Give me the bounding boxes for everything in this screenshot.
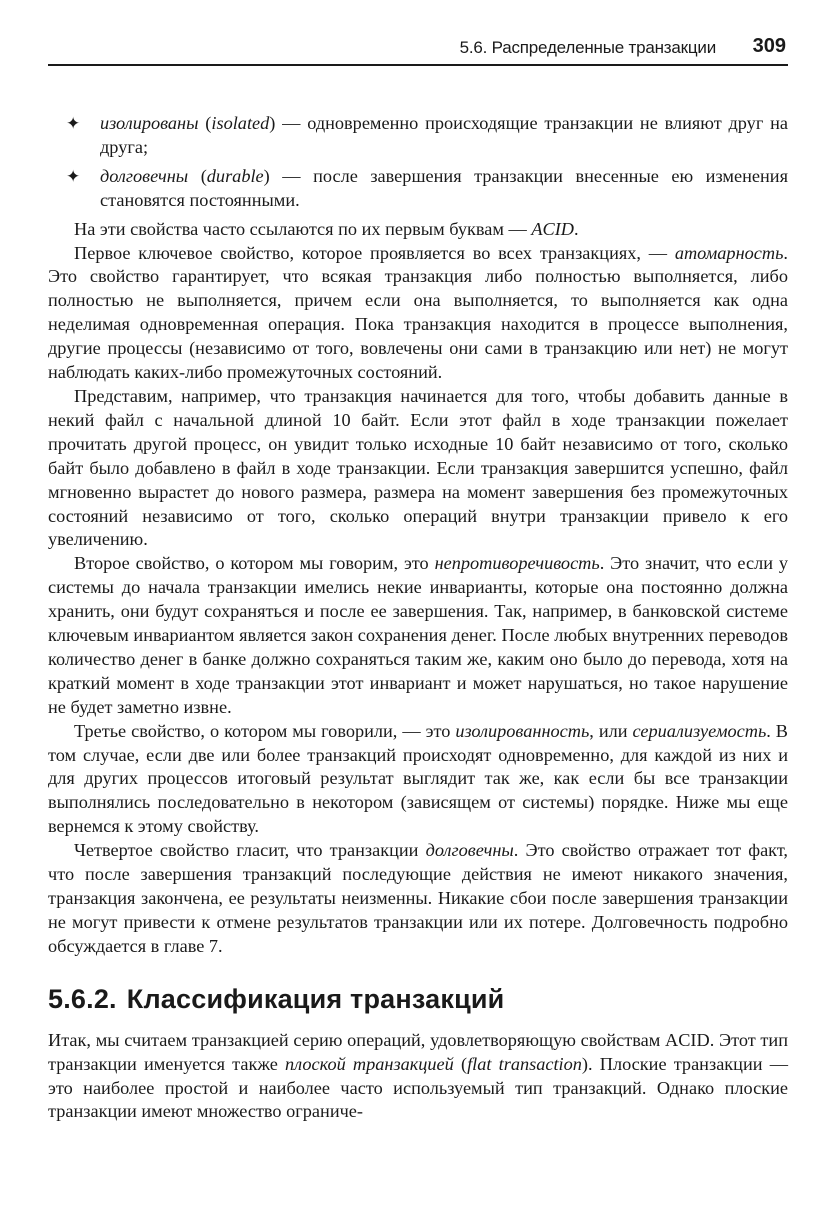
italic-english-term: flat transaction (467, 1053, 582, 1074)
paragraph-text: ). Плоские транзакции — это наиболее простой и наиболее часто используемый тип транзакций. Однако плоские транзакции имеют множество ограниче- (48, 1053, 788, 1122)
bullet-term: изолированы (100, 113, 199, 133)
bullet-term: долговечны (100, 165, 189, 186)
paragraph-text: , или (589, 720, 633, 741)
paragraph-text: Первое ключевое свойство, которое проявляется во всех транзакциях, — (74, 242, 675, 263)
four-point-star-icon: ✦ (66, 114, 81, 133)
paragraph-text: . (574, 218, 579, 239)
paragraph-durability (48, 839, 788, 959)
bullet-item: ✦ изолированы (isolated) — одновременно происходящие транзакции не влияют друг на друга; (66, 113, 788, 157)
paragraph-atomicity (48, 242, 788, 385)
paragraph-classification (48, 1029, 788, 1125)
section-number: 5.6.2. (48, 983, 117, 1014)
paragraph-acid (48, 218, 788, 242)
italic-term: изолированность (455, 720, 590, 741)
running-head (48, 34, 788, 66)
section-title: Классификация транзакций (126, 983, 505, 1014)
paragraph-consistency (48, 552, 788, 719)
paragraph-text: На эти свойства часто ссылаются по их первым буквам — (74, 218, 532, 239)
paragraph-text: Второе свойство, о котором мы говорим, это (74, 553, 435, 574)
italic-term: плоской транзакцией (285, 1053, 454, 1074)
paragraph-text: Третье свойство, о котором мы говорили, — это (74, 720, 456, 741)
paragraph-text: . Это свойство гарантирует, что всякая транзакция либо полностью выполняется, либо полностью не выполняется, причем если она выполняется, то выполняется как одна неделимая одновременная операция. Пока транзакция находится в процессе выполнения, другие процессы (независимо от того, вовлечены они сами в транзакцию или нет) не могут наблюдать каких-либо промежуточных состояний. (48, 242, 788, 383)
running-head-title: 5.6. Распределенные транзакции (459, 38, 716, 57)
page-number: 309 (752, 35, 786, 57)
bullet-text: — после завершения транзакции внесенные ею изменения становятся постоянными. (100, 165, 788, 210)
bullet-text: — одновременно происходящие транзакции не влияют друг на друга; (100, 113, 788, 157)
four-point-star-icon: ✦ (66, 166, 81, 186)
bullet-item: ✦ долговечны (durable) — после завершения транзакции внесенные ею изменения становятся постоянными. (66, 165, 788, 210)
italic-term: сериализуемость (632, 720, 767, 741)
section-heading (48, 983, 788, 1015)
paragraph-text: Четвертое свойство гласит, что транзакции (74, 840, 426, 861)
paragraph-text: . В том случае, если две или более транзакций происходят одновременно, для каждой из них и для других процессов итоговый результат выглядит так же, как если бы все транзакции выполнялись последовательно в некотором (зависящем от системы) порядке. Ниже мы еще вернемся к этому свойству. (48, 720, 789, 837)
italic-term: атомарность (674, 242, 784, 263)
paragraph-isolation (48, 720, 788, 840)
paragraph-text: Итак, мы считаем транзакцией серию операций, удовлетворяющую свойствам ACID. Этот тип транзакции именуется также (48, 1029, 788, 1074)
bullet-english-term: isolated (211, 113, 270, 133)
paragraph-text: . Это свойство отражает тот факт, что после завершения транзакций последующие действия не имеют никакого значения, транзакция закончена, ее результаты неизменны. Никакие сбои после завершения транзакции не могут привести к отмене результатов транзакции или их потере. Долговечность подробно обсуждается в главе 7. (48, 840, 789, 956)
paragraph-example: Представим, например, что транзакция начинается для того, чтобы добавить данные в некий файл с начальной длиной 10 байт. Если этот файл в ходе транзакции пожелает прочитать другой процесс, он увидит только исходные 10 байт независимо от того, сколько байт было добавлено в файл в ходе транзакции. Если транзакция завершится успешно, файл мгновенно вырастет до нового размера, размера на момент завершения без промежуточных состояний независимо от того, сколько операций внутри транзакции привело к его увеличению. (48, 385, 788, 550)
paragraph-text: . Это значит, что если у системы до начала транзакции имелись некие инварианты, которые она постоянно должна хранить, они будут сохраняться и после ее завершения. Так, например, в банковской системе ключевым инвариантом является закон сохранения денег. После любых внутренних переводов количество денег в банке должно сохраняться таким же, каким оно было до перевода, хотя на краткий момент в ходе транзакции этот инвариант и может нарушаться, но такое нарушение не будет заметно извне. (48, 553, 788, 717)
italic-term: долговечны (425, 840, 514, 861)
acid-term: ACID (531, 218, 575, 239)
italic-term: непротиворечивость (434, 553, 600, 574)
bullet-english-term: durable (206, 165, 264, 186)
paragraph-text: ( (453, 1053, 468, 1074)
page-body (48, 112, 788, 1124)
